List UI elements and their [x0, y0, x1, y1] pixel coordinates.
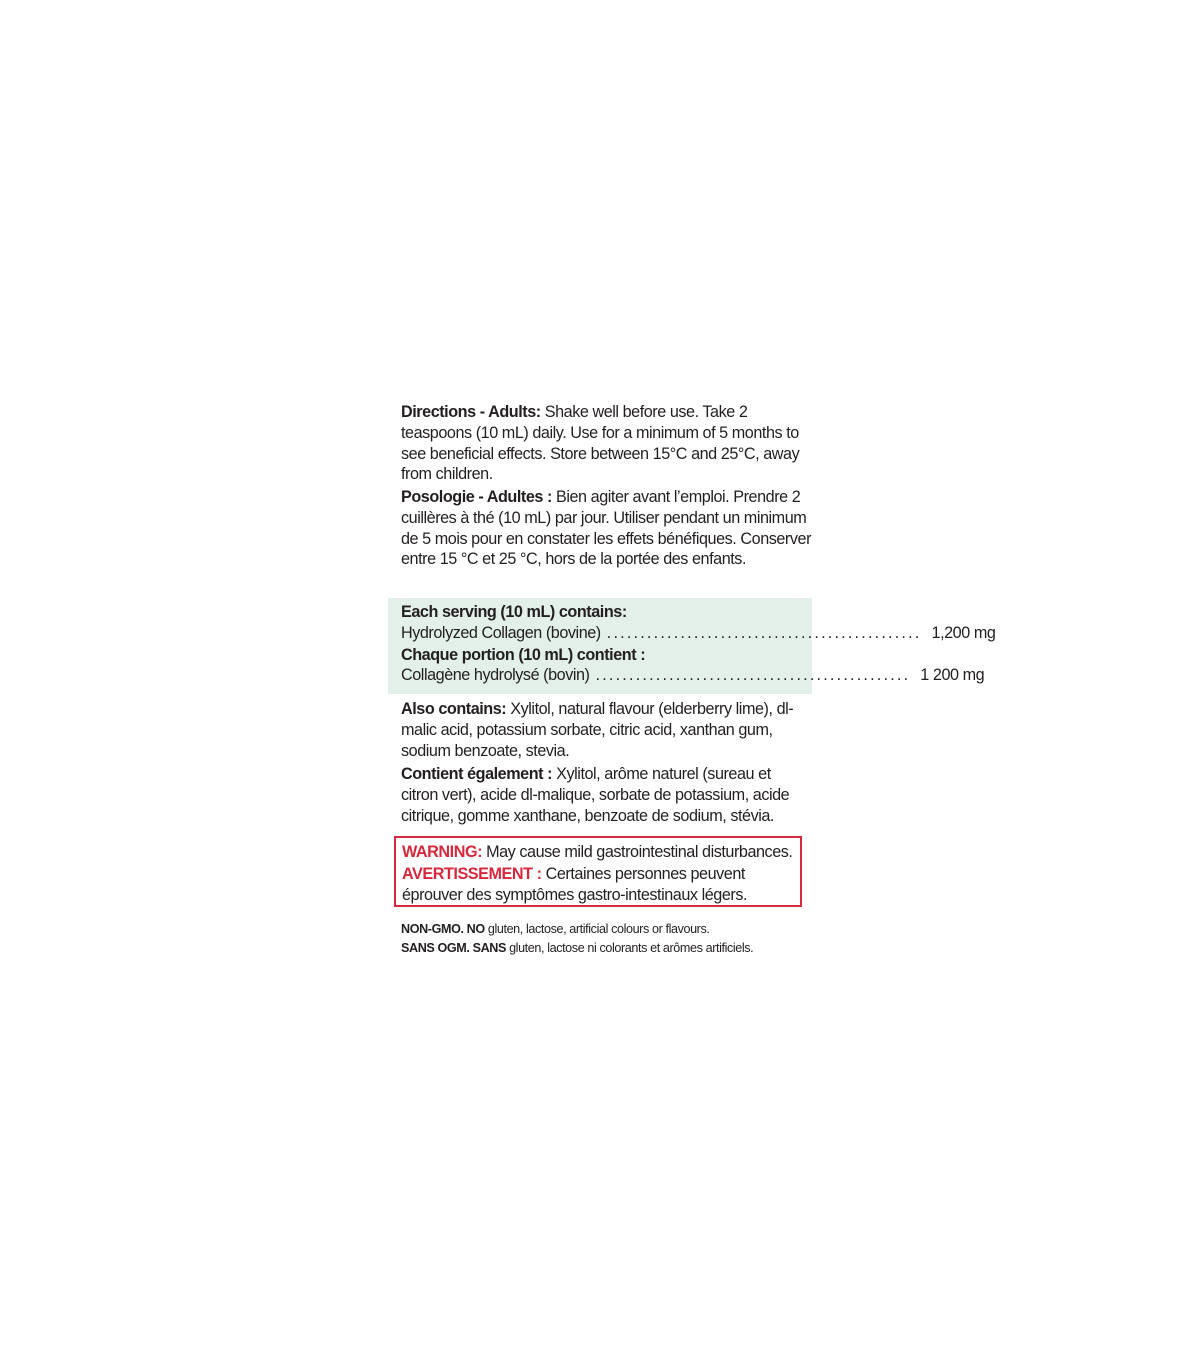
- directions-french-label: Posologie - Adultes :: [401, 488, 552, 506]
- warning-french-text: Certaines personnes peuvent éprouver des symptômes gastro-intestinaux légers.: [402, 865, 748, 904]
- warning-box: [394, 836, 802, 907]
- ingredient-amount-french: 1 200 mg: [920, 666, 985, 684]
- also-contains-french: [401, 764, 811, 826]
- serving-heading-english: Each serving (10 mL) contains:: [401, 603, 627, 621]
- directions-french: [401, 487, 811, 570]
- ingredient-amount-english: 1,200 mg: [931, 624, 996, 642]
- ingredient-name-french: Collagène hydrolysé (bovin): [401, 666, 590, 684]
- dot-leader: ...............................................: [595, 666, 911, 684]
- serving-row-english: [401, 623, 996, 643]
- warning-french: [402, 864, 802, 906]
- also-contains-english-text: Xylitol, natural flavour (elderberry lime), dl-malic acid, potassium sorbate, citric acid, xanthan gum, sodium benzoate, stevia.: [401, 700, 794, 760]
- directions-english-text: Shake well before use. Take 2 teaspoons (10 mL) daily. Use for a minimum of 5 months to see beneficial effects. Store between 15°C and 25°C, away from children.: [401, 403, 800, 484]
- claims-english-label: NON-GMO. NO: [401, 922, 485, 936]
- also-contains-english-label: Also contains:: [401, 700, 507, 718]
- also-contains-french-text: Xylitol, arôme naturel (sureau et citron vert), acide dl-malique, sorbate de potassium, acide citrique, gomme xanthane, benzoate de sodium, stévia.: [401, 765, 790, 825]
- directions-english-label: Directions - Adults:: [401, 403, 541, 421]
- directions-english: [401, 402, 811, 485]
- claims-french: [401, 939, 811, 958]
- ingredient-name-english: Hydrolyzed Collagen (bovine): [401, 624, 601, 642]
- warning-english-text: May cause mild gastrointestinal disturbances.: [486, 843, 793, 861]
- claims-english: [401, 920, 811, 939]
- claims-english-text: gluten, lactose, artificial colours or flavours.: [487, 922, 710, 936]
- serving-information-box: [388, 598, 996, 694]
- serving-row-french: [401, 665, 985, 685]
- serving-heading-french: Chaque portion (10 mL) contient :: [401, 646, 646, 664]
- dot-leader: ...............................................: [606, 624, 922, 642]
- claims-french-text: gluten, lactose ni colorants et arômes artificiels.: [509, 941, 754, 955]
- also-contains-english: [401, 699, 811, 761]
- also-contains-french-label: Contient également :: [401, 765, 553, 783]
- warning-english: [402, 842, 802, 863]
- warning-french-label: AVERTISSEMENT :: [402, 865, 542, 883]
- directions-french-text: Bien agiter avant l’emploi. Prendre 2 cuillères à thé (10 mL) par jour. Utiliser pendant un minimum de 5 mois pour en constater les effets bénéfiques. Conserver entre 15 °C et 25 °C, hors de la portée des enfants.: [401, 488, 812, 569]
- claims-french-label: SANS OGM. SANS: [401, 941, 506, 955]
- warning-english-label: WARNING:: [402, 843, 483, 861]
